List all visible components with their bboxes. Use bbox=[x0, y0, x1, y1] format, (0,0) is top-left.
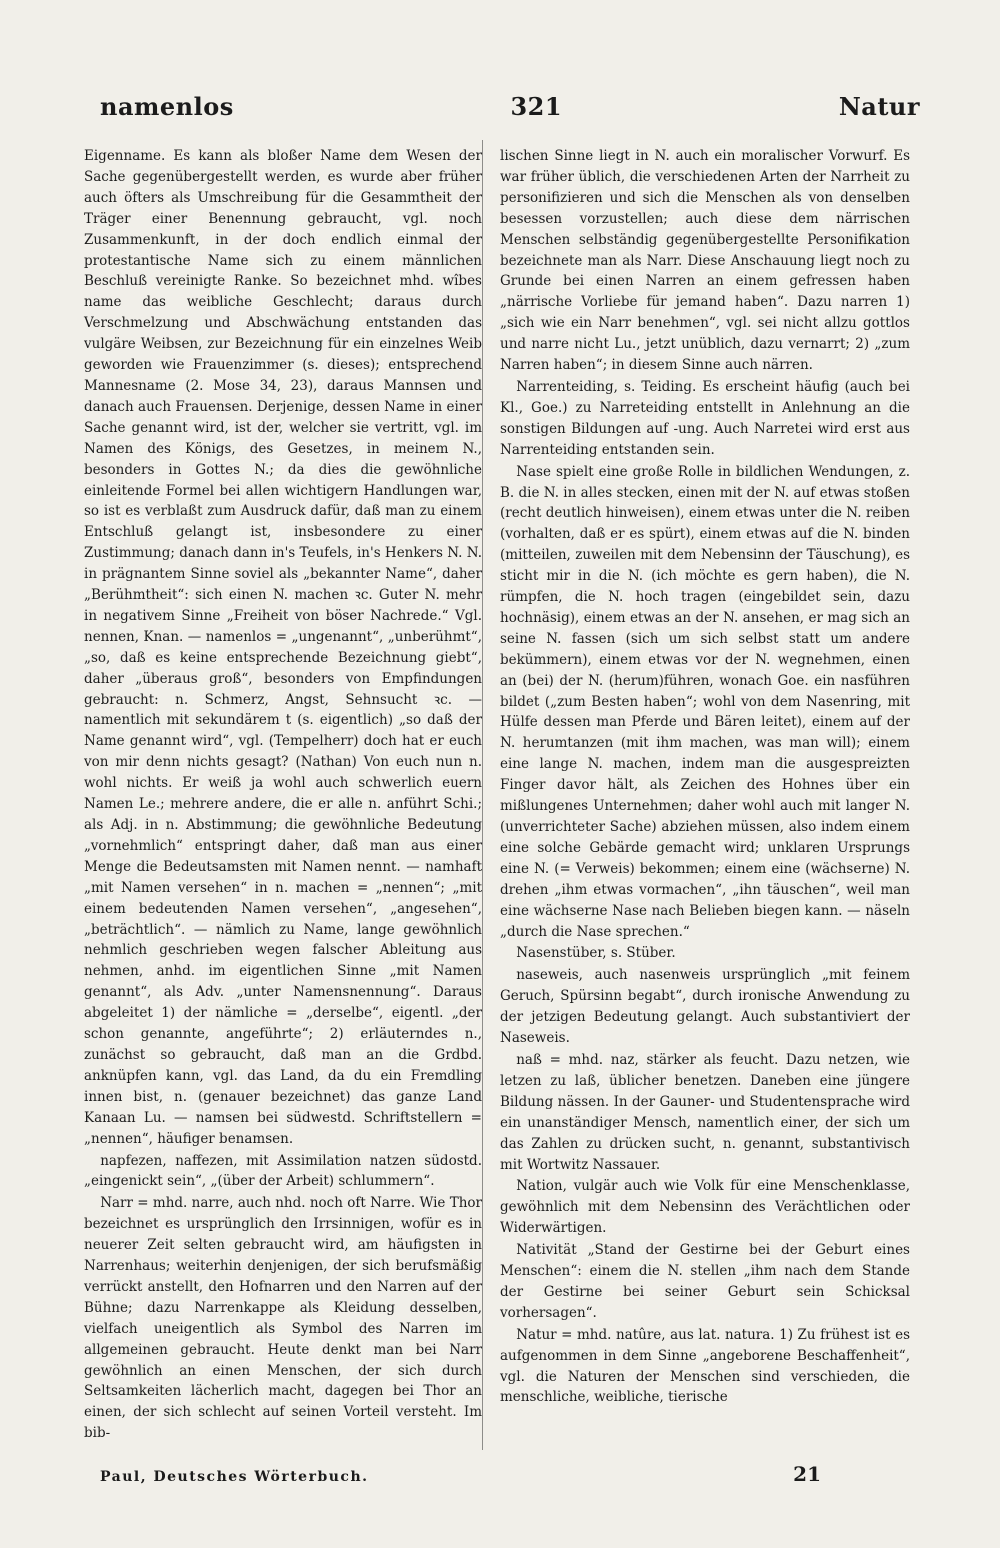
header-right-catchword: Natur bbox=[838, 92, 920, 121]
entry-continuation: lischen Sinne liegt in N. auch ein moralischer Vorwurf. Es war früher üblich, die verschiedenen Arten der Narrheit zu personifizieren und sich die Menschen als von denselben besessen vorzustellen; auch diese dem närrischen Menschen selbständig gegenübergestellte Personifikation bezeichnete man als Narr. Diese Anschauung liegt noch zu Grunde bei einen Narren an einem gefressen haben „närrische Vorliebe für jemand haben“. Dazu narren 1) „sich wie ein Narr benehmen“, vgl. sei nicht allzu gottlos und narre nicht Lu., jetzt unüblich, dazu vernarrt; 2) „zum Narren haben“; in diesem Sinne auch närren. bbox=[500, 148, 910, 374]
page-number: 321 bbox=[510, 92, 563, 121]
sheet-signature: 21 bbox=[793, 1462, 821, 1486]
dictionary-entry: Nation, vulgär auch wie Volk für eine Menschenklasse, gewöhnlich mit dem Nebensinn des Verächtlichen oder Widerwärtigen. bbox=[500, 1178, 910, 1237]
dictionary-entry: Nase spielt eine große Rolle in bildlichen Wendungen, z. B. die N. in alles stecken, einen mit der N. auf etwas stoßen (recht deutlich hinweisen), einem etwas unter die N. reiben (vorhalten, daß er es spürt), einem etwas auf die N. binden (mitteilen, zuweilen mit dem Nebensinn der Täuschung), es sticht mir in die N. (ich möchte es gern haben), die N. rümpfen, die N. hoch tragen (eingebildet sein, dazu hochnäsig), einem etwas an der N. ansehen, er mag sich an seine N. fassen (sich um sich selbst statt um andere bekümmern), einem etwas vor der N. wegnehmen, einen an (bei) der N. (herum)führen, wonach Goe. ein nasführen bildet („zum Besten haben“; wohl von dem Nasenring, mit Hülfe dessen man Pferde und Bären leitet), einem auf der N. herumtanzen (mit ihm machen, was man will); einem eine lange N. machen, indem man die ausgespreizten Finger davor hält, als Zeichen des Hohnes über ein mißlungenes Unternehmen; daher wohl auch mit langer N. (unverrichteter Sache) abziehen müssen, also indem einem eine solche Gebärde gemacht wird; unklaren Ursprungs eine N. (= Verweis) bekommen; einem eine (wächserne) N. drehen „ihm etwas vormachen“, „ihn täuschen“, weil man eine wächserne Nase nach Belieben biegen kann. — näseln „durch die Nase sprechen.“ bbox=[500, 463, 910, 940]
dictionary-entry: naß = mhd. naz, stärker als feucht. Dazu netzen, wie letzen zu laß, üblicher benetzen. Daneben eine jüngere Bildung nässen. In der Gauner- und Studentensprache wird ein unanständiger Mensch, namentlich einer, der sich um das Zahlen zu drücken sucht, n. genannt, substantivisch mit Wortwitz Nassauer. bbox=[500, 1051, 910, 1173]
dictionary-entry: Natur = mhd. natûre, aus lat. natura. 1) Zu frühest ist es aufgenommen in dem Sinne „angeborene Beschaffenheit“, vgl. die Naturen der Menschen sind verschieden, die menschliche, weibliche, tierische bbox=[500, 1326, 910, 1406]
book-imprint: Paul, Deutsches Wörterbuch. bbox=[100, 1469, 369, 1485]
dictionary-entry: napfezen, naffezen, mit Assimilation natzen südostd. „eingenickt sein“, „(über der Arbeit) schlummern“. bbox=[84, 1152, 482, 1190]
entry-continuation: Eigenname. Es kann als bloßer Name dem Wesen der Sache gegenübergestellt werden, es wurde aber früher auch öfters als Umschreibung für die Gesammtheit der Träger einer Benennung gebraucht, vgl. noch Zusammenkunft, in der doch endlich einmal der protestantische Name sich zu einem männlichen Beschluß vereinigte Ranke. So bezeichnet mhd. wîbes name das weibliche Geschlecht; daraus durch Verschmelzung und Abschwächung entstanden das vulgäre Weibsen, zur Bezeichnung für ein einzelnes Weib geworden wie Frauenzimmer (s. dieses); entsprechend Mannesname (2. Mose 34, 23), daraus Mannsen und danach auch Frauensen. Derjenige, dessen Name in einer Sache genannt wird, ist der, welcher sie vertritt, vgl. im Namen des Königs, des Gesetzes, in meinem N., besonders in Gottes N.; da dies die gewöhnliche einleitende Formel bei allen wichtigern Handlungen war, so ist es verblaßt zum Ausdruck dafür, daß man zu einem Entschluß gelangt ist, insbesondere zu einer Zustimmung; danach dann in's Teufels, in's Henkers N. N. in prägnantem Sinne soviel als „bekannter Name“, daher „Berühmtheit“: sich einen N. machen ꝛc. Guter N. mehr in negativem Sinne „Freiheit von böser Nachrede.“ Vgl. nennen, Knan. — namenlos = „ungenannt“, „unberühmt“, „so, daß es keine entsprechende Bezeichnung giebt“, daher „überaus groß“, besonders von Empfindungen gebraucht: n. Schmerz, Angst, Sehnsucht ꝛc. — namentlich mit sekundärem t (s. eigentlich) „so daß der Name genannt wird“, vgl. (Tempelherr) doch hat er euch von mir denn nichts gesagt? (Nathan) Von euch nun n. wohl nichts. Er weiß ja wohl auch schwerlich euern Namen Le.; mehrere andere, die er alle n. anführt Schi.; als Adj. in n. Abstimmung; die gewöhnliche Bedeutung „vornehmlich“ entspringt daher, daß man aus einer Menge die Bedeutsamsten mit Namen nennt. — namhaft „mit Namen versehen“ in n. machen = „nennen“; „mit einem bedeutenden Namen versehen“, „angesehen“, „beträchtlich“. — nämlich zu Name, lange gewöhnlich nehmlich geschrieben wegen falscher Ableitung aus nehmen, anhd. im eigentlichen Sinne „mit Namen genannt“, als Adv. „unter Namensnennung“. Daraus abgeleitet 1) der nämliche = „derselbe“, eigentl. „der schon genannte, angeführte“; 2) erläuterndes n., zunächst so gebraucht, daß man an die Grdbd. anknüpfen kann, vgl. das Land, da du ein Fremdling innen bist, n. (genauer bezeichnet) das ganze Land Kanaan Lu. — namsen bei südwestd. Schriftstellern = „nennen“, häufiger benamsen. bbox=[84, 148, 482, 1147]
header-left-catchword: namenlos bbox=[100, 92, 234, 121]
running-header bbox=[100, 92, 920, 121]
page-footer bbox=[100, 1462, 820, 1486]
dictionary-entry: naseweis, auch nasenweis ursprünglich „mit feinem Geruch, Spürsinn begabt“, durch ironische Anwendung zu der jetzigen Bedeutung gelangt. Auch substantiviert der Naseweis. bbox=[500, 967, 910, 1047]
left-column bbox=[84, 146, 482, 1444]
right-column bbox=[500, 146, 910, 1408]
dictionary-entry: Nativität „Stand der Gestirne bei der Geburt eines Menschen“: einem die N. stellen „ihm nach dem Stande der Gestirne bei seiner Geburt sein Schicksal vorhersagen“. bbox=[500, 1242, 910, 1321]
column-divider bbox=[482, 140, 483, 1450]
dictionary-entry: Nasenstüber, s. Stüber. bbox=[516, 945, 676, 962]
dictionary-entry: Narrenteiding, s. Teiding. Es erscheint häufig (auch bei Kl., Goe.) zu Narreteiding entstellt in Anlehnung an die sonstigen Bildungen auf -ung. Auch Narretei wird erst aus Narrenteiding entstanden sein. bbox=[500, 378, 910, 458]
dictionary-entry: Narr = mhd. narre, auch nhd. noch oft Narre. Wie Thor bezeichnet es ursprünglich den Irrsinnigen, wofür es in neuerer Zeit selten gebraucht wird, am häufigsten in Narrenhaus; weiterhin denjenigen, der sich berufsmäßig verrückt anstellt, den Hofnarren und den Narren auf der Bühne; dazu Narrenkappe als Kleidung desselben, vielfach uneigentlich als Symbol des Narren im allgemeinen gebraucht. Heute denkt man bei Narr gewöhnlich an einen Menschen, der sich durch Seltsamkeiten lächerlich macht, dagegen bei Thor an einen, der sich schlecht auf seinen Vorteil versteht. Im bib- bbox=[84, 1195, 482, 1442]
